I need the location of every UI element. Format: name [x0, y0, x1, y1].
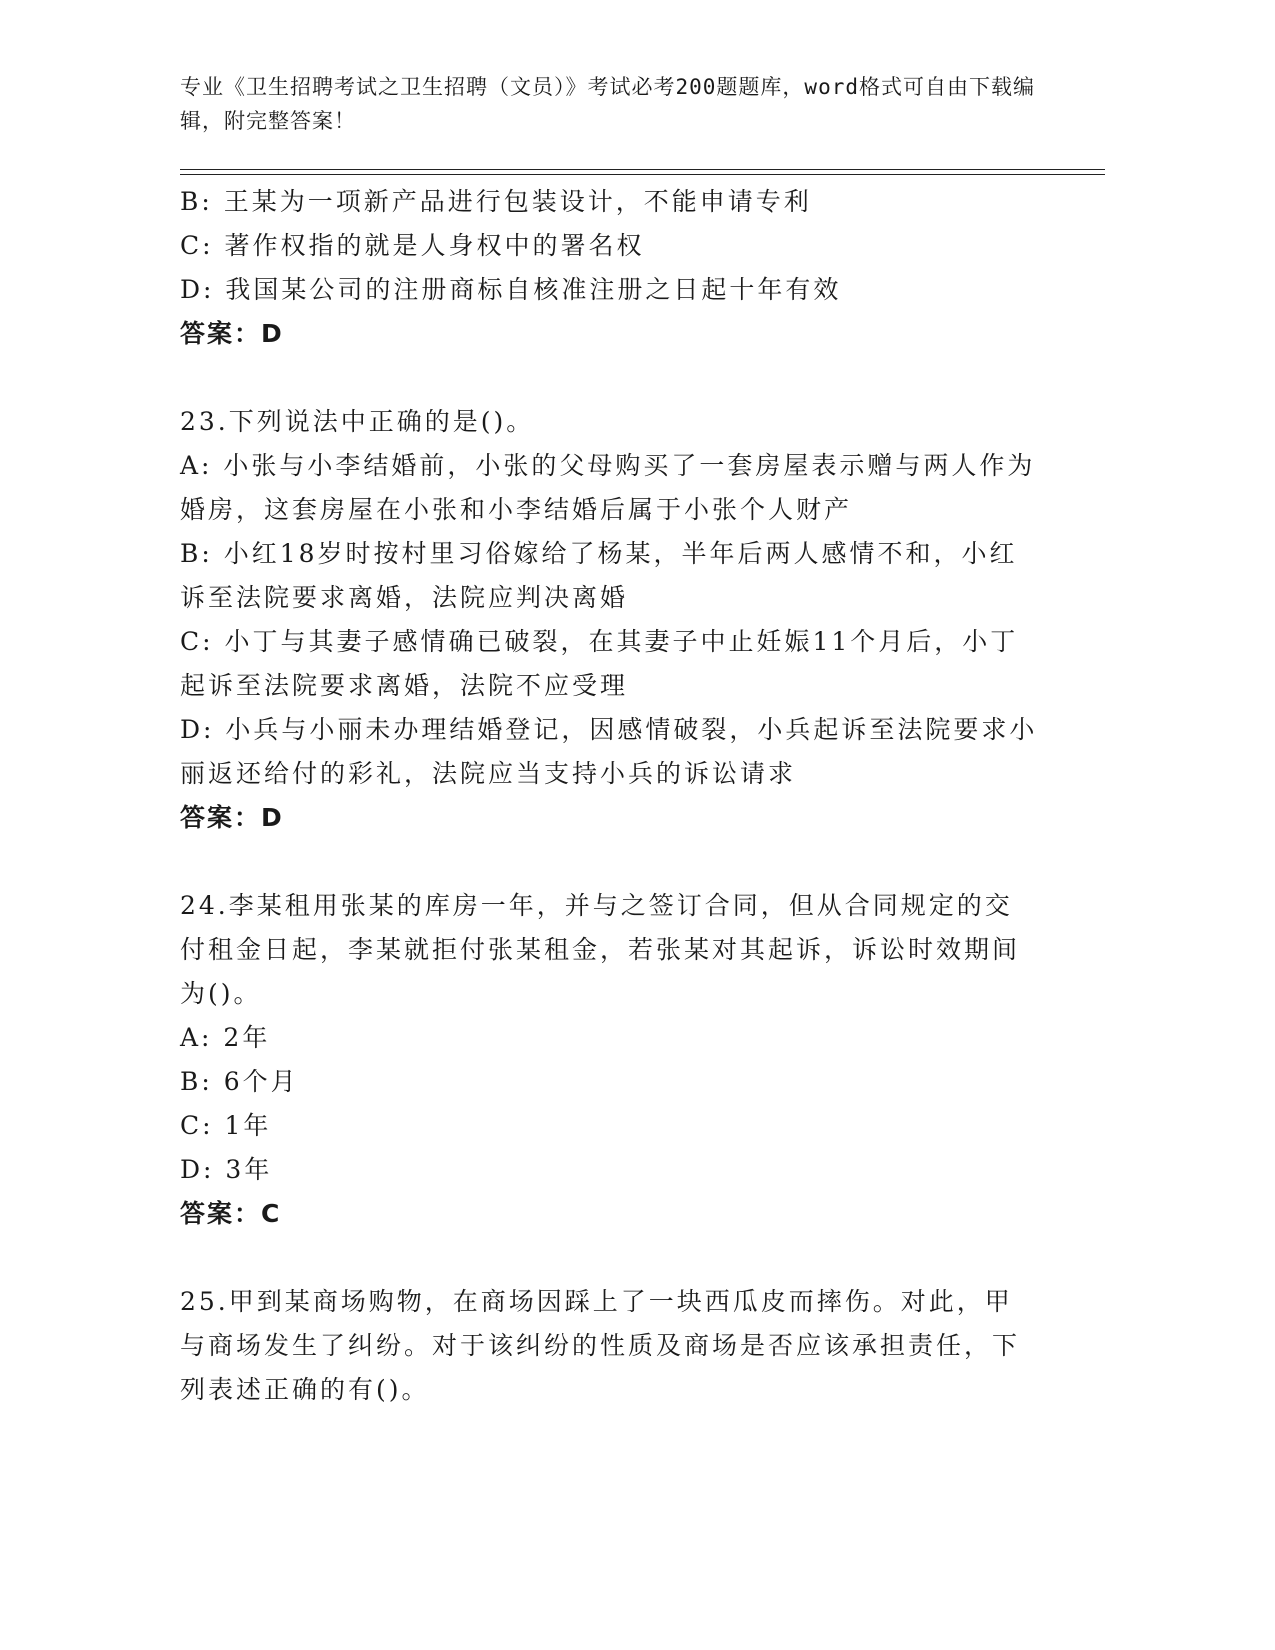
option-c: C: 1年 [180, 1111, 272, 1140]
question-stem: 25.甲到某商场购物，在商场因踩上了一块西瓜皮而摔伤。对此，甲与商场发生了纠纷。对于该纠纷的性质及商场是否应该承担责任，下列表述正确的有()。 [180, 1287, 1021, 1404]
header-divider-bottom [180, 174, 1105, 175]
option-b: B: 6个月 [180, 1067, 299, 1096]
answer: 答案：C [180, 1199, 282, 1228]
answer: 答案：D [180, 319, 284, 348]
option-a: A: 2年 [180, 1023, 271, 1052]
answer: 答案：D [180, 803, 284, 832]
option-a: A: 小张与小李结婚前，小张的父母购买了一套房屋表示赠与两人作为婚房，这套房屋在小张和小李结婚后属于小张个人财产 [180, 451, 1036, 524]
option-b: B: 小红18岁时按村里习俗嫁给了杨某，半年后两人感情不和，小红诉至法院要求离婚，法院应判决离婚 [180, 539, 1018, 612]
document-header [180, 70, 1060, 138]
option-d: D: 我国某公司的注册商标自核准注册之日起十年有效 [180, 275, 842, 304]
option-b: B: 王某为一项新产品进行包装设计，不能申请专利 [180, 187, 812, 216]
question-23 [180, 400, 1040, 840]
question-25 [180, 1280, 1040, 1412]
question-stem: 24.李某租用张某的库房一年，并与之签订合同，但从合同规定的交付租金日起，李某就拒付张某租金，若张某对其起诉，诉讼时效期间为()。 [180, 891, 1021, 1008]
option-d: D: 3年 [180, 1155, 273, 1184]
header-divider-top [180, 169, 1105, 170]
question-24 [180, 884, 1040, 1236]
option-d: D: 小兵与小丽未办理结婚登记，因感情破裂，小兵起诉至法院要求小丽返还给付的彩礼，法院应当支持小兵的诉讼请求 [180, 715, 1038, 788]
question-stem: 23.下列说法中正确的是()。 [180, 407, 535, 436]
question-content [180, 180, 1040, 1412]
option-c: C: 小丁与其妻子感情确已破裂，在其妻子中止妊娠11个月后，小丁起诉至法院要求离婚，法院不应受理 [180, 627, 1019, 700]
header-title: 专业《卫生招聘考试之卫生招聘（文员）》考试必考200题题库，word格式可自由下载编辑，附完整答案！ [180, 75, 1035, 133]
option-c: C: 著作权指的就是人身权中的署名权 [180, 231, 645, 260]
continued-question [180, 180, 1040, 356]
